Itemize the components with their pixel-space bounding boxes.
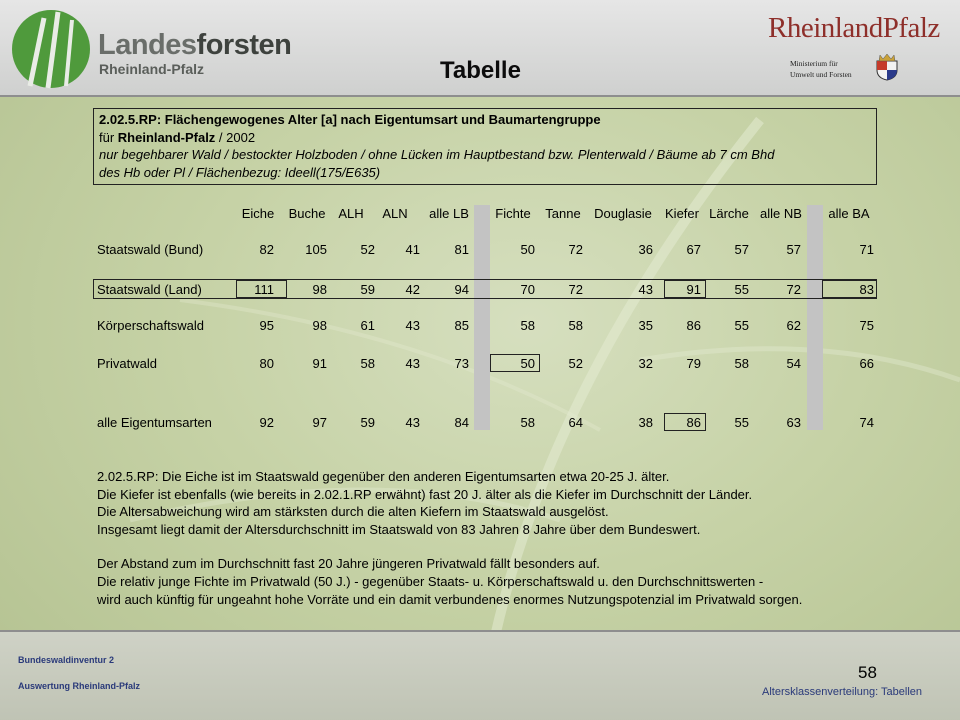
notes — [97, 468, 897, 608]
table-cell: 41 — [405, 242, 420, 257]
table-cell: 67 — [686, 242, 701, 257]
table-cell: 80 — [259, 356, 274, 371]
table-cell: 57 — [734, 242, 749, 257]
note-line: wird auch künftig für ungeahnt hohe Vorräte und ein damit verbundenes enormes Nutzungspotenzial im Privatwald sorgen. — [97, 591, 803, 607]
footer-section-label: Altersklassenverteilung: Tabellen — [762, 686, 922, 698]
table-cell: 55 — [734, 415, 749, 430]
row-label: Staatswald (Land) — [97, 282, 202, 297]
table-cell: 111 — [254, 282, 274, 297]
column-header: ALH — [338, 206, 364, 221]
table-cell: 91 — [686, 282, 701, 297]
highlighted-cell-outline — [236, 280, 287, 298]
filter-line-1: nur begehbarer Wald / bestockter Holzboden / ohne Lücken im Hauptbestand bzw. Plenterwald / Bäume ab 7 cm Bhd — [99, 147, 775, 162]
column-header: ALN — [382, 206, 408, 221]
footer-evaluation-label: Auswertung Rheinland-Pfalz — [18, 681, 141, 691]
filter-line-2: des Hb oder Pl / Flächenbezug: Ideell(175/E635) — [99, 164, 381, 180]
table-cell: 64 — [568, 415, 583, 430]
table-cell: 63 — [786, 415, 801, 430]
table-cell: 55 — [734, 318, 749, 333]
table-cell: 32 — [638, 356, 653, 371]
note-line: Die Kiefer ist ebenfalls (wie bereits in 2.02.1.RP erwähnt) fast 20 J. älter als die Kiefer im Durchschnitt der Länder. — [97, 486, 753, 502]
note-line: Der Abstand zum im Durchschnitt fast 20 Jahre jüngeren Privatwald fällt besonders auf. — [97, 556, 600, 572]
page-number: 58 — [858, 663, 877, 682]
table-cell: 58 — [734, 356, 749, 371]
table-cell: 73 — [454, 356, 469, 371]
state-crest-icon — [874, 53, 900, 81]
table-cell: 52 — [360, 242, 375, 257]
table-cell: 94 — [454, 282, 469, 297]
table-cell: 83 — [859, 282, 874, 297]
table-cell: 59 — [360, 282, 375, 297]
region-line: für Rheinland-Pfalz / 2002 — [99, 129, 256, 145]
table-cell: 58 — [568, 318, 583, 333]
ministry-label: Ministerium für Umwelt und Forsten — [790, 59, 852, 79]
state-wordmark: RheinlandPfalz — [768, 12, 940, 44]
table-cell: 75 — [859, 318, 874, 333]
table-cell: 57 — [786, 242, 801, 257]
note-line: Die Altersabweichung wird am stärksten durch die alten Kiefern im Staatswald ausgelöst. — [97, 504, 609, 520]
table-cell: 70 — [520, 282, 535, 297]
logo-subtitle: Rheinland-Pfalz — [99, 61, 205, 77]
table-cell: 36 — [638, 242, 653, 257]
column-header: alle LB — [429, 206, 469, 221]
table-cell: 43 — [638, 282, 653, 297]
row-label: Körperschaftswald — [97, 318, 204, 333]
note-line: 2.02.5.RP: Die Eiche ist im Staatswald gegenüber den anderen Eigentumsarten etwa 20-25 J. älter. — [97, 469, 670, 484]
highlighted-row-outline — [93, 279, 877, 299]
column-header: alle NB — [760, 206, 802, 221]
table-cell: 55 — [734, 282, 749, 297]
table-cell: 91 — [312, 356, 327, 371]
table-title: 2.02.5.RP: Flächengewogenes Alter [a] nach Eigentumsart und Baumartengruppe — [99, 112, 601, 127]
table-cell: 74 — [859, 415, 874, 430]
table-cell: 95 — [259, 318, 274, 333]
column-header: Fichte — [495, 206, 531, 221]
header — [0, 0, 960, 97]
column-header: Tanne — [545, 206, 581, 221]
table-cell: 72 — [568, 242, 583, 257]
table-cell: 43 — [405, 415, 420, 430]
table-cell: 81 — [454, 242, 469, 257]
table-cell: 50 — [520, 356, 535, 371]
table-cell: 42 — [405, 282, 420, 297]
table-cell: 84 — [454, 415, 469, 430]
table-cell: 50 — [520, 242, 535, 257]
column-header: Buche — [288, 206, 326, 221]
table-cell: 92 — [259, 415, 274, 430]
table-cell: 35 — [638, 318, 653, 333]
highlighted-cell-outline — [664, 280, 706, 298]
table-cell: 98 — [312, 282, 327, 297]
row-label: Staatswald (Bund) — [97, 242, 204, 257]
note-line: Insgesamt liegt damit der Altersdurchschnitt im Staatswald von 83 Jahren 8 Jahre über dem Bundeswert. — [97, 521, 701, 537]
note-line: Die relativ junge Fichte im Privatwald (50 J.) - gegenüber Staats- u. Körperschaftswald u. den Durchschnittswerten - — [97, 573, 764, 589]
footer — [0, 630, 960, 720]
table-cell: 97 — [312, 415, 327, 430]
landesforsten-leaf-icon — [10, 8, 92, 90]
column-header: alle BA — [828, 206, 870, 221]
table-cell: 52 — [568, 356, 583, 371]
column-header: Eiche — [241, 206, 275, 221]
column-header: Kiefer — [665, 206, 699, 221]
table-cell: 38 — [638, 415, 653, 430]
table-cell: 82 — [259, 242, 274, 257]
table-cell: 86 — [686, 318, 701, 333]
table-cell: 43 — [405, 356, 420, 371]
row-label: Privatwald — [97, 356, 157, 371]
highlighted-cell-outline — [664, 413, 706, 431]
table-description-box — [93, 108, 877, 185]
table-cell: 79 — [686, 356, 701, 371]
table-cell: 43 — [405, 318, 420, 333]
table-cell: 72 — [568, 282, 583, 297]
column-header: Lärche — [709, 206, 749, 221]
table-cell: 98 — [312, 318, 327, 333]
highlighted-cell-outline — [490, 354, 540, 372]
highlighted-cell-outline — [822, 280, 877, 298]
table-cell: 85 — [454, 318, 469, 333]
table-cell: 86 — [686, 415, 701, 430]
table-cell: 58 — [360, 356, 375, 371]
page-title: Tabelle — [440, 57, 521, 84]
footer-inventory-label: Bundeswaldinventur 2 — [18, 655, 115, 665]
table-cell: 58 — [520, 415, 535, 430]
logo-wordmark: Landesforsten — [98, 29, 292, 61]
table-cell: 62 — [786, 318, 801, 333]
table-cell: 59 — [360, 415, 375, 430]
table-cell: 72 — [786, 282, 801, 297]
table-cell: 58 — [520, 318, 535, 333]
table-cell: 71 — [859, 242, 874, 257]
table-cell: 105 — [305, 242, 327, 257]
table-cell: 54 — [786, 356, 801, 371]
column-header: Douglasie — [594, 206, 652, 221]
table-cell: 66 — [859, 356, 874, 371]
separator-band-nb — [807, 205, 823, 430]
row-label: alle Eigentumsarten — [97, 415, 212, 430]
table-cell: 61 — [360, 318, 375, 333]
